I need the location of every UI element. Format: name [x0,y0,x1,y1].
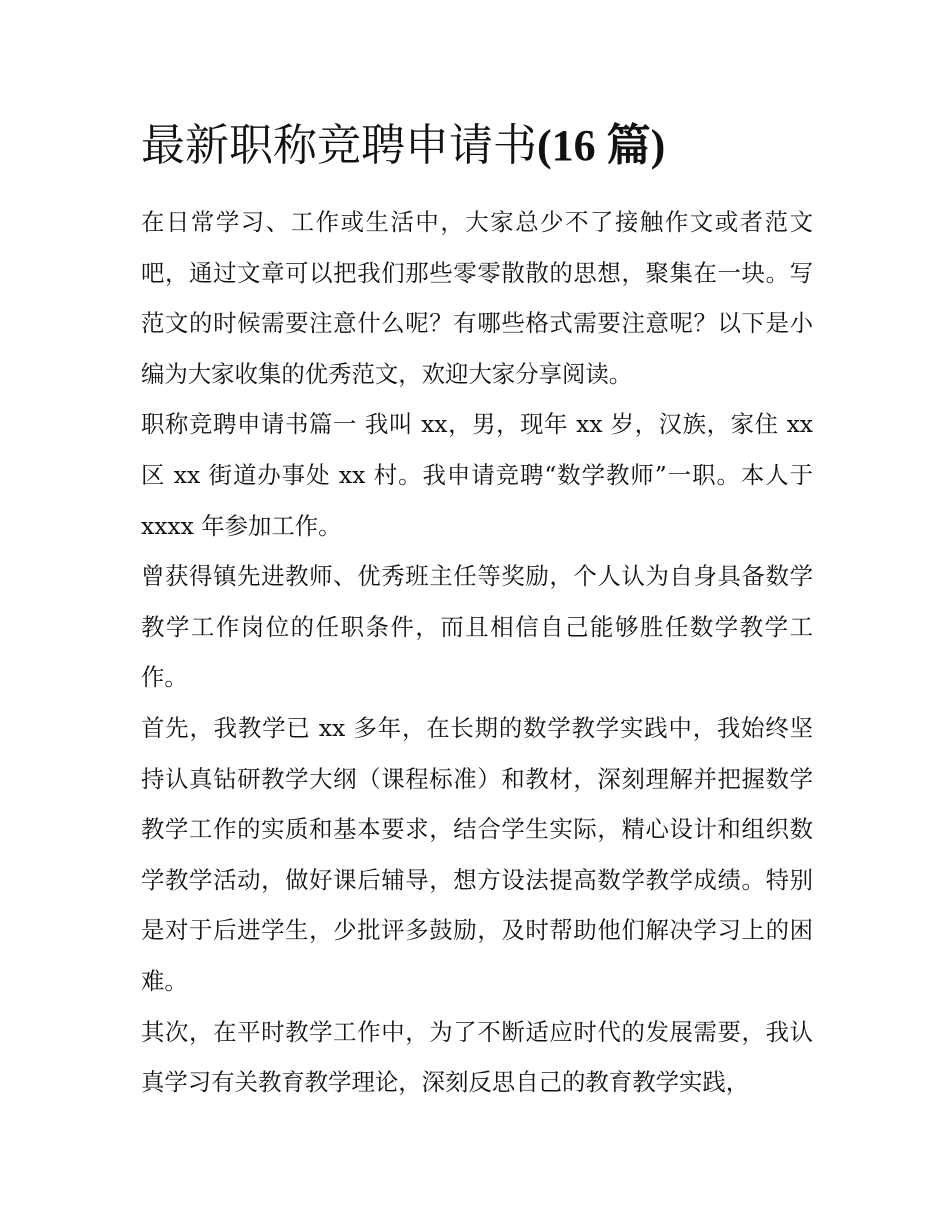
document-title [141,112,665,180]
paragraph-intro: 在日常学习、工作或生活中，大家总少不了接触作文或者范文吧，通过文章可以把我们那些零零散散的思想，聚集在一块。写范文的时候需要注意什么呢？有哪些格式需要注意呢？以下是小编为大家收集的优秀范文，欢迎大家分享阅读。 [141,208,813,388]
title-text: 最新职称竞聘申请书 [141,120,537,171]
paragraph-teaching-practice: 首先，我教学已 xx 多年，在长期的数学教学实践中，我始终坚持认真钻研教学大纲（课程标准）和教材，深刻理解并把握数学教学工作的实质和基本要求，结合学生实际，精心设计和组织数学教学活动，做好课后辅导，想方设法提高数学教学成绩。特别是对于后进学生，少批评多鼓励，及时帮助他们解决学习上的困难。 [141,713,813,995]
title-suffix: (16 篇) [537,121,666,170]
paragraph-awards: 曾获得镇先进教师、优秀班主任等奖励，个人认为自身具备数学教学工作岗位的任职条件，而且相信自己能够胜任数学教学工作。 [141,562,813,692]
paragraph-applicant-info: 职称竞聘申请书篇一 我叫 xx，男，现年 xx 岁，汉族，家住 xx 区 xx 街道办事处 xx 村。我申请竞聘“数学教师”一职。本人于 xxxx 年参加工作。 [141,410,813,540]
paragraph-learning: 其次，在平时教学工作中，为了不断适应时代的发展需要，我认真学习有关教育教学理论，深刻反思自己的教育教学实践， [141,1017,813,1097]
document-body [141,197,813,1108]
